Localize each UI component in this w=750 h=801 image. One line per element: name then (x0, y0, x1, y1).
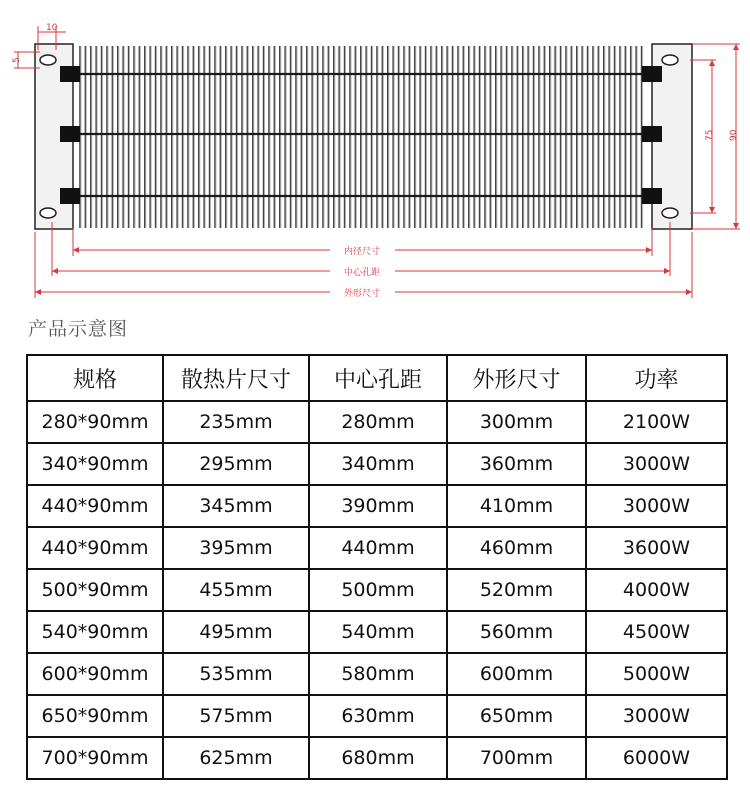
cell-center-distance: 280mm (309, 401, 447, 443)
terminal-nut (642, 66, 662, 82)
cell-model: 280*90mm (27, 401, 163, 443)
dim-inner-height-label: 75 (705, 129, 715, 141)
cell-center-distance: 500mm (309, 569, 447, 611)
table-row (27, 653, 727, 695)
cell-power: 3000W (586, 443, 727, 485)
terminal-nut (60, 126, 80, 142)
cell-fin-size: 295mm (163, 443, 309, 485)
header-center-distance: 中心孔距 (309, 355, 447, 401)
cell-outer-size: 520mm (447, 569, 586, 611)
cell-center-distance: 390mm (309, 485, 447, 527)
cell-center-distance: 540mm (309, 611, 447, 653)
table-row (27, 443, 727, 485)
cell-outer-size: 300mm (447, 401, 586, 443)
spec-table (26, 354, 728, 780)
label-inner-size: 内径尺寸 (343, 247, 381, 257)
cell-center-distance: 580mm (309, 653, 447, 695)
header-outer-size: 外形尺寸 (447, 355, 586, 401)
cell-fin-size: 535mm (163, 653, 309, 695)
cell-power: 5000W (586, 653, 727, 695)
cell-model: 440*90mm (27, 485, 163, 527)
cell-model: 650*90mm (27, 695, 163, 737)
cell-model: 340*90mm (27, 443, 163, 485)
table-row (27, 569, 727, 611)
mounting-hole (40, 55, 56, 65)
cell-center-distance: 680mm (309, 737, 447, 779)
mounting-hole (40, 208, 56, 218)
dim-hole-vertical-label: 5 (12, 57, 22, 63)
cell-fin-size: 495mm (163, 611, 309, 653)
cell-model: 440*90mm (27, 527, 163, 569)
table-row (27, 401, 727, 443)
label-center-distance: 中心孔距 (343, 268, 381, 278)
right-end-bracket (642, 44, 692, 229)
cell-power: 6000W (586, 737, 727, 779)
cell-power: 3000W (586, 695, 727, 737)
cell-outer-size: 560mm (447, 611, 586, 653)
cell-model: 540*90mm (27, 611, 163, 653)
cell-outer-size: 360mm (447, 443, 586, 485)
terminal-nut (642, 188, 662, 204)
cell-power: 3000W (586, 485, 727, 527)
cell-fin-size: 235mm (163, 401, 309, 443)
table-row (27, 737, 727, 779)
header-model: 规格 (27, 355, 163, 401)
header-row (27, 355, 727, 401)
cell-outer-size: 650mm (447, 695, 586, 737)
cell-fin-size: 345mm (163, 485, 309, 527)
table-row (27, 695, 727, 737)
cell-model: 700*90mm (27, 737, 163, 779)
cell-outer-size: 600mm (447, 653, 586, 695)
cell-outer-size: 410mm (447, 485, 586, 527)
cell-fin-size: 395mm (163, 527, 309, 569)
table-row (27, 611, 727, 653)
left-end-bracket (35, 44, 80, 229)
diagram-caption: 产品示意图 (28, 318, 129, 340)
cell-center-distance: 440mm (309, 527, 447, 569)
label-outer-size: 外形尺寸 (343, 289, 381, 299)
cell-model: 500*90mm (27, 569, 163, 611)
cell-power: 4500W (586, 611, 727, 653)
cell-fin-size: 625mm (163, 737, 309, 779)
terminal-nut (60, 188, 80, 204)
terminal-nut (60, 66, 80, 82)
cell-power: 2100W (586, 401, 727, 443)
header-fin-size: 散热片尺寸 (163, 355, 309, 401)
mounting-hole (662, 55, 678, 65)
table-row (27, 527, 727, 569)
cell-power: 4000W (586, 569, 727, 611)
cell-center-distance: 340mm (309, 443, 447, 485)
cell-outer-size: 460mm (447, 527, 586, 569)
dim-outer-height-label: 90 (729, 129, 739, 141)
cell-model: 600*90mm (27, 653, 163, 695)
cell-center-distance: 630mm (309, 695, 447, 737)
header-power: 功率 (586, 355, 727, 401)
cell-fin-size: 455mm (163, 569, 309, 611)
dim-hole-offset-label: 10 (46, 23, 58, 33)
cell-power: 3600W (586, 527, 727, 569)
cell-fin-size: 575mm (163, 695, 309, 737)
heater-diagram (0, 0, 750, 305)
cell-outer-size: 700mm (447, 737, 586, 779)
terminal-nut (642, 126, 662, 142)
table-row (27, 485, 727, 527)
mounting-hole (662, 208, 678, 218)
